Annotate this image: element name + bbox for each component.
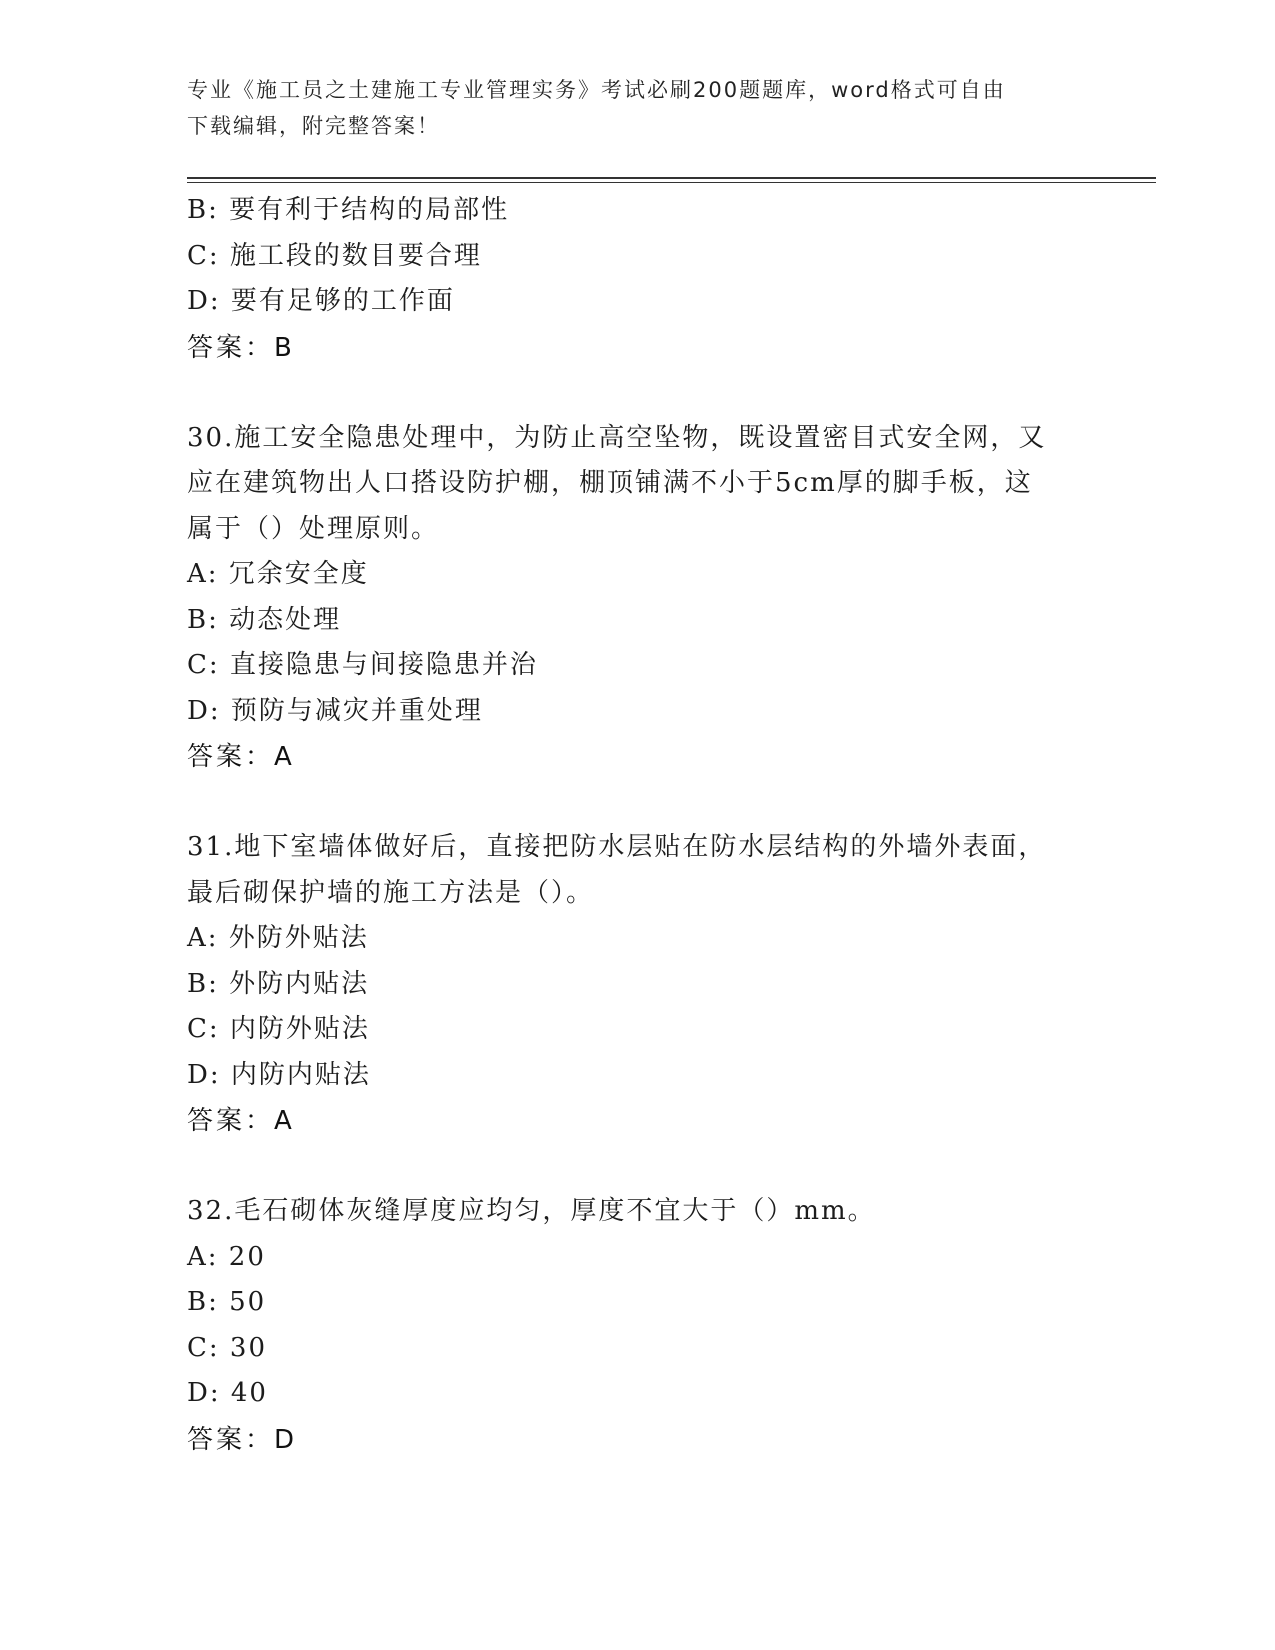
answer-line: 答案：A (187, 742, 295, 772)
question-30 (187, 416, 1087, 781)
answer-line: 答案：A (187, 1106, 295, 1136)
option-d: D: 要有足够的工作面 (187, 286, 455, 316)
header-divider-thick (187, 177, 1156, 179)
question-fragment (187, 188, 1087, 371)
spacer (187, 1144, 1087, 1189)
option-d: D: 内防内贴法 (187, 1059, 371, 1090)
option-a: A: 20 (187, 1241, 266, 1272)
header-divider-thin (187, 182, 1156, 183)
question-31 (187, 825, 1087, 1144)
answer-line: 答案：B (187, 332, 295, 363)
option-a: A: 冗余安全度 (187, 559, 369, 589)
option-c: C: 30 (187, 1332, 268, 1363)
question-text: 31.地下室墙体做好后，直接把防水层贴在防水层结构的外墙外表面， (187, 832, 1047, 862)
option-a: A: 外防外贴法 (187, 923, 369, 953)
option-b: B: 要有利于结构的局部性 (187, 195, 510, 225)
answer-line: 答案：D (187, 1424, 298, 1455)
option-b: B: 动态处理 (187, 604, 342, 635)
spacer (187, 371, 1087, 416)
question-text: 应在建筑物出人口搭设防护棚，棚顶铺满不小于5cm厚的脚手板，这 (187, 468, 1033, 498)
option-c: C: 内防外贴法 (187, 1014, 370, 1044)
option-c: C: 施工段的数目要合理 (187, 240, 482, 271)
question-text: 32.毛石砌体灰缝厚度应均匀，厚度不宜大于（）mm。 (187, 1196, 876, 1226)
question-32 (187, 1189, 1087, 1463)
header-title-line-2: 下载编辑，附完整答案！ (187, 114, 440, 138)
question-text: 最后砌保护墙的施工方法是（）。 (187, 877, 595, 908)
option-b: B: 50 (187, 1287, 267, 1317)
option-b: B: 外防内贴法 (187, 968, 370, 999)
header-title-line-1: 专业《施工员之土建施工专业管理实务》考试必刷200题题库，word格式可自由 (187, 78, 1006, 102)
document-header (187, 72, 1067, 144)
spacer (187, 780, 1087, 825)
question-text: 30.施工安全隐患处理中，为防止高空坠物，既设置密目式安全网，又 (187, 422, 1047, 453)
option-c: C: 直接隐患与间接隐患并治 (187, 650, 538, 680)
option-d: D: 预防与减灾并重处理 (187, 695, 483, 726)
option-d: D: 40 (187, 1378, 268, 1408)
question-text: 属于（）处理原则。 (187, 513, 440, 544)
question-list (187, 188, 1087, 1463)
